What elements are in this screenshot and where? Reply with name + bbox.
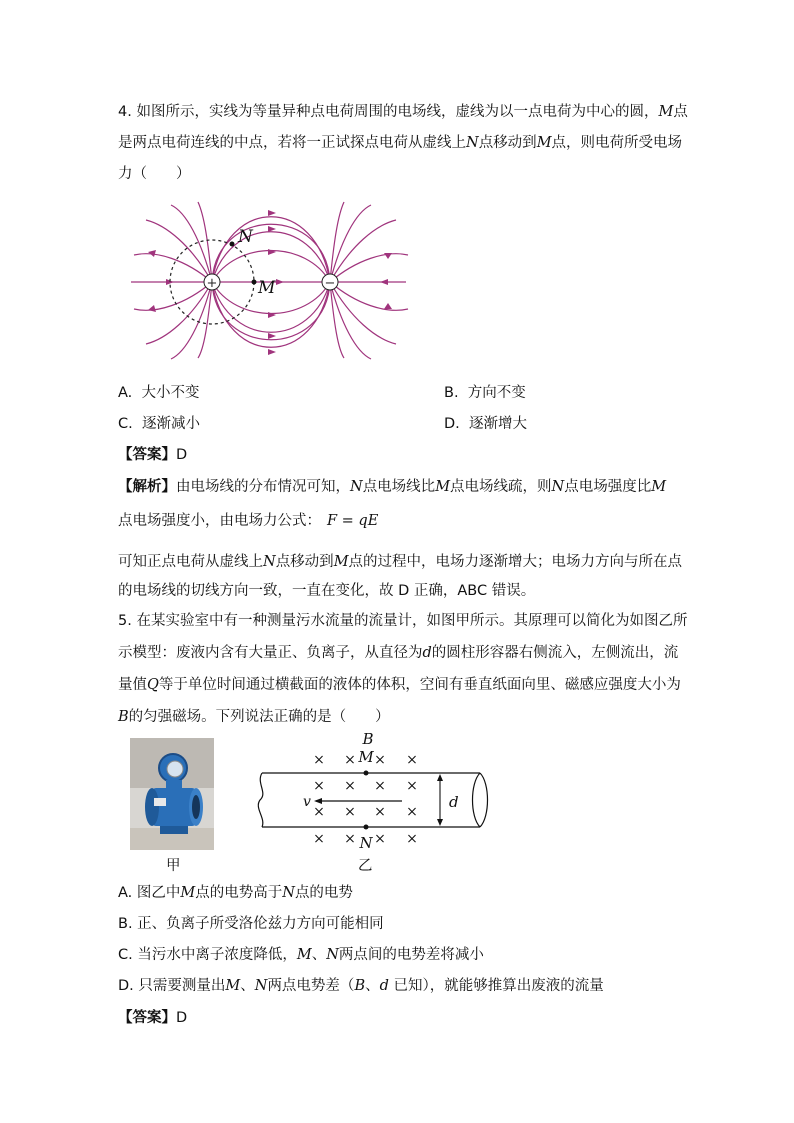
electric-field-diagram	[126, 200, 416, 360]
q4-analysis-line-4: 的电场线的切线方向一致，一直在变化，故 D 正确，ABC 错误。	[118, 583, 536, 599]
svg-text:×: ×	[406, 831, 418, 847]
q4-option-b[interactable]: B. 方向不变	[444, 385, 526, 401]
q5-stem-line-1: 5. 在某实验室中有一种测量污水流量的流量计，如图甲所示。其原理可以简化为如图乙所	[118, 613, 688, 629]
q5-option-a[interactable]: A. 图乙中M点的电势高于N点的电势	[118, 885, 353, 901]
svg-text:×: ×	[344, 778, 356, 794]
q4-analysis-line-2: 点电场强度小，由电场力公式： F = qE	[118, 513, 379, 529]
svg-text:×: ×	[374, 778, 386, 794]
svg-text:×: ×	[406, 804, 418, 820]
point-m	[252, 280, 257, 285]
formula: F = qE	[327, 513, 379, 529]
q5-option-c[interactable]: C. 当污水中离子浓度降低，M、N两点间的电势差将减小	[118, 947, 484, 963]
q4-option-a[interactable]: A. 大小不变	[118, 385, 200, 401]
q4-option-d[interactable]: D. 逐渐增大	[444, 416, 527, 432]
pipe-diagram	[252, 728, 492, 853]
svg-text:×: ×	[313, 831, 325, 847]
svg-text:×: ×	[313, 804, 325, 820]
point-n	[230, 242, 235, 247]
q5-option-d[interactable]: D. 只需要测量出M、N两点电势差（B、d 已知），就能够推算出废液的流量	[118, 978, 604, 994]
svg-text:×: ×	[406, 778, 418, 794]
svg-text:×: ×	[313, 752, 325, 768]
q4-option-c[interactable]: C. 逐渐减小	[118, 416, 200, 432]
label-m: M	[258, 278, 276, 298]
q5-option-b[interactable]: B. 正、负离子所受洛伦兹力方向可能相同	[118, 916, 384, 932]
svg-text:×: ×	[344, 831, 356, 847]
q5-stem-line-4: B的匀强磁场。下列说法正确的是（ ）	[118, 709, 390, 725]
positive-charge-sign: +	[206, 276, 218, 291]
svg-text:×: ×	[313, 778, 325, 794]
magnetic-field-crosses	[313, 752, 418, 847]
svg-text:×: ×	[374, 752, 386, 768]
svg-text:×: ×	[344, 752, 356, 768]
svg-text:×: ×	[344, 804, 356, 820]
q4-analysis-line-3: 可知正点电荷从虚线上N点移动到M点的过程中，电场力逐渐增大；电场力方向与所在点	[118, 554, 683, 570]
label-d: d	[449, 793, 459, 811]
svg-text:×: ×	[406, 752, 418, 768]
flowmeter-photo	[130, 738, 214, 850]
q4-stem-line-3: 力（ ）	[118, 166, 191, 182]
q4-answer: 【答案】D	[118, 447, 188, 463]
label-n: N	[359, 834, 373, 852]
svg-text:×: ×	[374, 831, 386, 847]
caption-jia: 甲	[166, 858, 181, 874]
q5-stem-line-3: 量值Q等于单位时间通过横截面的液体的体积，空间有垂直纸面向里、磁感应强度大小为	[118, 677, 681, 693]
negative-charge-sign: −	[324, 276, 336, 291]
caption-yi: 乙	[358, 858, 373, 874]
label-m: M	[358, 748, 374, 766]
q4-analysis-line-1: 【解析】由电场线的分布情况可知，N点电场线比M点电场线疏，则N点电场强度比M	[118, 479, 667, 495]
label-n: N	[238, 227, 253, 247]
q5-answer: 【答案】D	[118, 1010, 188, 1026]
q5-stem-line-2: 示模型：废液内含有大量正、负离子，从直径为d的圆柱形容器右侧流入，左侧流出，流	[118, 645, 679, 661]
label-b: B	[362, 730, 374, 748]
svg-text:×: ×	[374, 804, 386, 820]
label-v: v	[303, 794, 311, 810]
q4-stem-line-1: 4. 如图所示，实线为等量异种点电荷周围的电场线，虚线为以一点电荷为中心的圆，M点	[118, 104, 688, 120]
q4-stem-line-2: 是两点电荷连线的中点，若将一正试探点电荷从虚线上N点移动到M点，则电荷所受电场	[118, 135, 683, 151]
